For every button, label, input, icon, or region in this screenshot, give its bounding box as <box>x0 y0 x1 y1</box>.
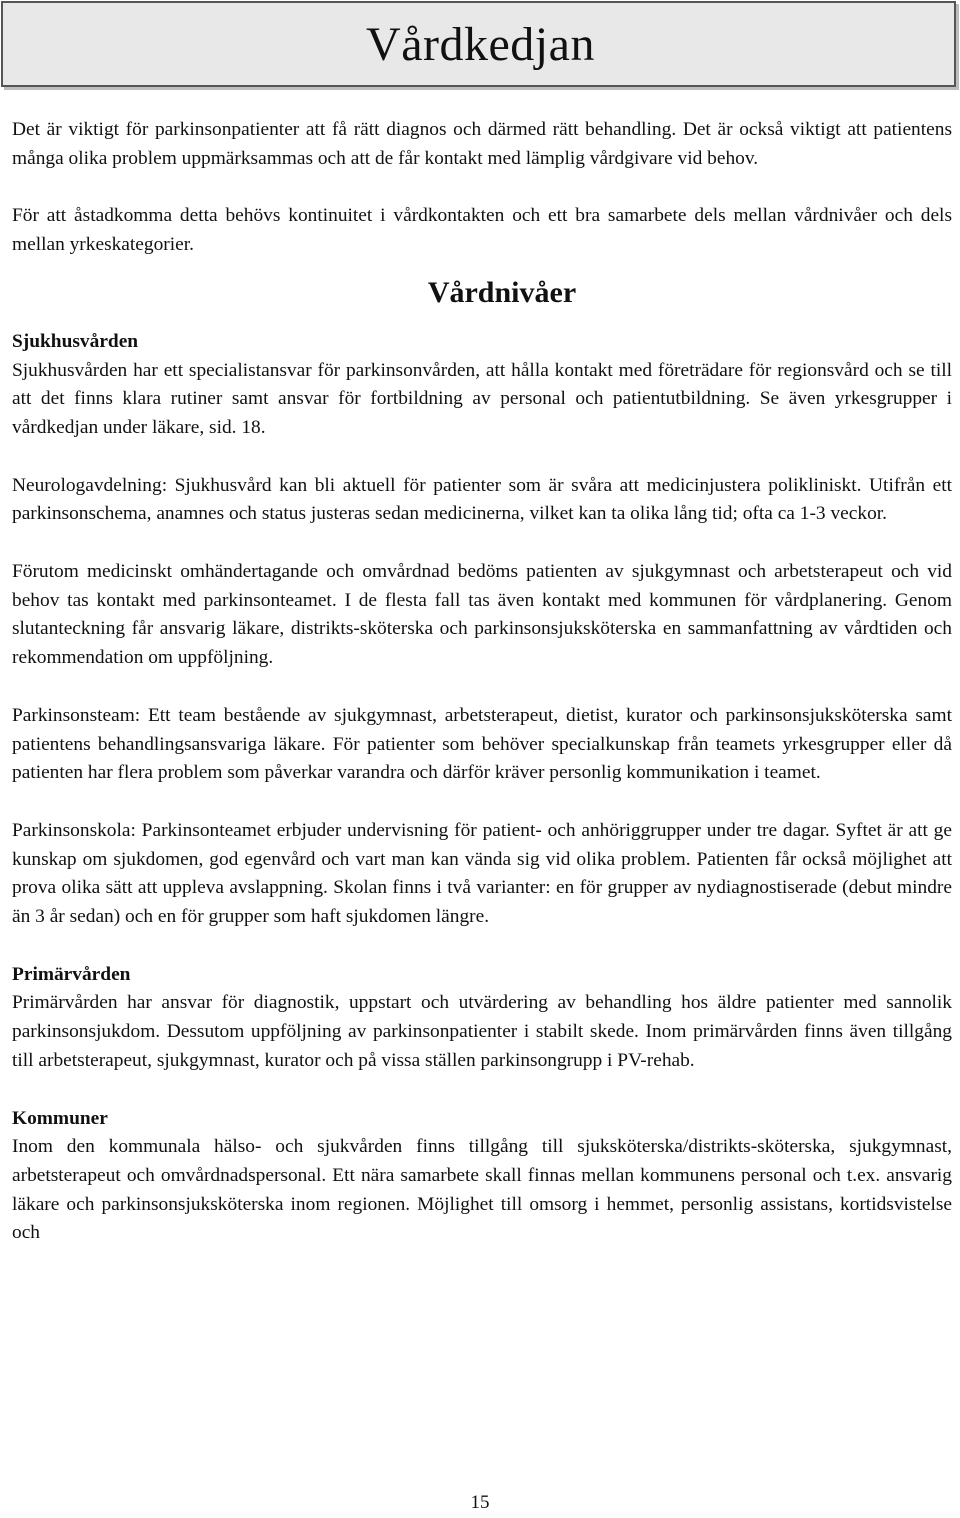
parkinsonskola-paragraph: Parkinsonskola: Parkinsonteamet erbjuder undervisning för patient- och anhöriggrupper under tre dagar. Syftet är att ge kunskap om sjukdomen, god egenvård och vart man kan vända sig vid olika problem. Patienten får också möjlighet att prova olika sätt att uppleva avslappning. Skolan finns i två varianter: en för grupper av nydiagnostiserade (debut mindre än 3 år sedan) och en för grupper som haft sjukdomen längre. <box>12 819 952 928</box>
kommuner-paragraph: Inom den kommunala hälso- och sjukvården finns tillgång till sjuksköterska/distrikts-sköterska, sjukgymnast, arbetsterapeut och omvårdnadspersonal. Ett nära samarbete skall finnas mellan kommunens personal och t.ex. ansvarig läkare och parkinsonsjuksköterska inom regionen. Möjlighet till omsorg i hemmet, personlig assistans, kortidsvistelse och <box>12 1136 952 1244</box>
kommuner-heading: Kommuner <box>12 1107 108 1129</box>
omhandertagande-paragraph: Förutom medicinskt omhändertagande och omvårdnad bedöms patienten av sjukgymnast och arbetsterapeut och vid behov tas kontakt med parkinsonteamet. I de flesta fall tas även kontakt med kommunen för vårdplanering. Genom slutanteckning får ansvarig läkare, distrikts-sköterska och parkinsonsjuksköterska en sammanfattning av vårdtiden och rekommendation om uppföljning. <box>12 561 952 669</box>
neurologavdelning-paragraph: Neurologavdelning: Sjukhusvård kan bli aktuell för patienter som är svåra att medicinjustera polikliniskt. Utifrån ett parkinsonschema, anamnes och status justeras sedan medicinerna, vilket kan ta olika lång tid; ofta ca 1-3 veckor. <box>12 474 952 525</box>
section-title: Vårdnivåer <box>427 275 577 309</box>
intro-paragraph-1: Det är viktigt för parkinsonpatienter att få rätt diagnos och därmed rätt behandling. Det är också viktigt att patientens många olika problem uppmärksammas och att de får kontakt med lämplig vårdgivare vid behov. <box>12 119 952 169</box>
primarvarden-heading: Primärvården <box>12 963 131 985</box>
intro-paragraph-2: För att åstadkomma detta behövs kontinuitet i vårdkontakten och ett bra samarbete dels mellan vårdnivåer och dels mellan yrkeskategorier. <box>12 205 952 256</box>
document-body <box>12 116 952 1248</box>
title-banner <box>1 1 956 87</box>
sjukhusvarden-paragraph-1: Sjukhusvården har ett specialistansvar för parkinsonvården, att hålla kontakt med företrädare för regionsvård och se till att det finns klara rutiner samt ansvar för fortbildning av personal och patientutbildning. Se även yrkesgrupper i vårdkedjan under läkare, sid. 18. <box>12 359 952 438</box>
parkinsonsteam-paragraph: Parkinsonsteam: Ett team bestående av sjukgymnast, arbetsterapeut, dietist, kurator och parkinsonsjuksköterska samt patientens behandlingsansvariga läkare. För patienter som behöver specialkunskap från teamets yrkesgrupper eller då patienten har flera problem som påverkar varandra och därför kräver personlig kommunikation i teamet. <box>12 704 952 784</box>
sjukhusvarden-heading: Sjukhusvården <box>12 330 139 352</box>
primarvarden-paragraph: Primärvården har ansvar för diagnostik, uppstart och utvärdering av behandling hos äldre patienter med sannolik parkinsonsjukdom. Dessutom uppföljning av parkinsonpatienter i stabilt skede. Inom primärvården finns även tillgång till arbetsterapeut, sjukgymnast, kurator och på vissa ställen parkinsongrupp i PV-rehab. <box>12 992 952 1071</box>
page-number: 15 <box>470 1492 490 1513</box>
page-title: Vårdkedjan <box>366 17 595 71</box>
